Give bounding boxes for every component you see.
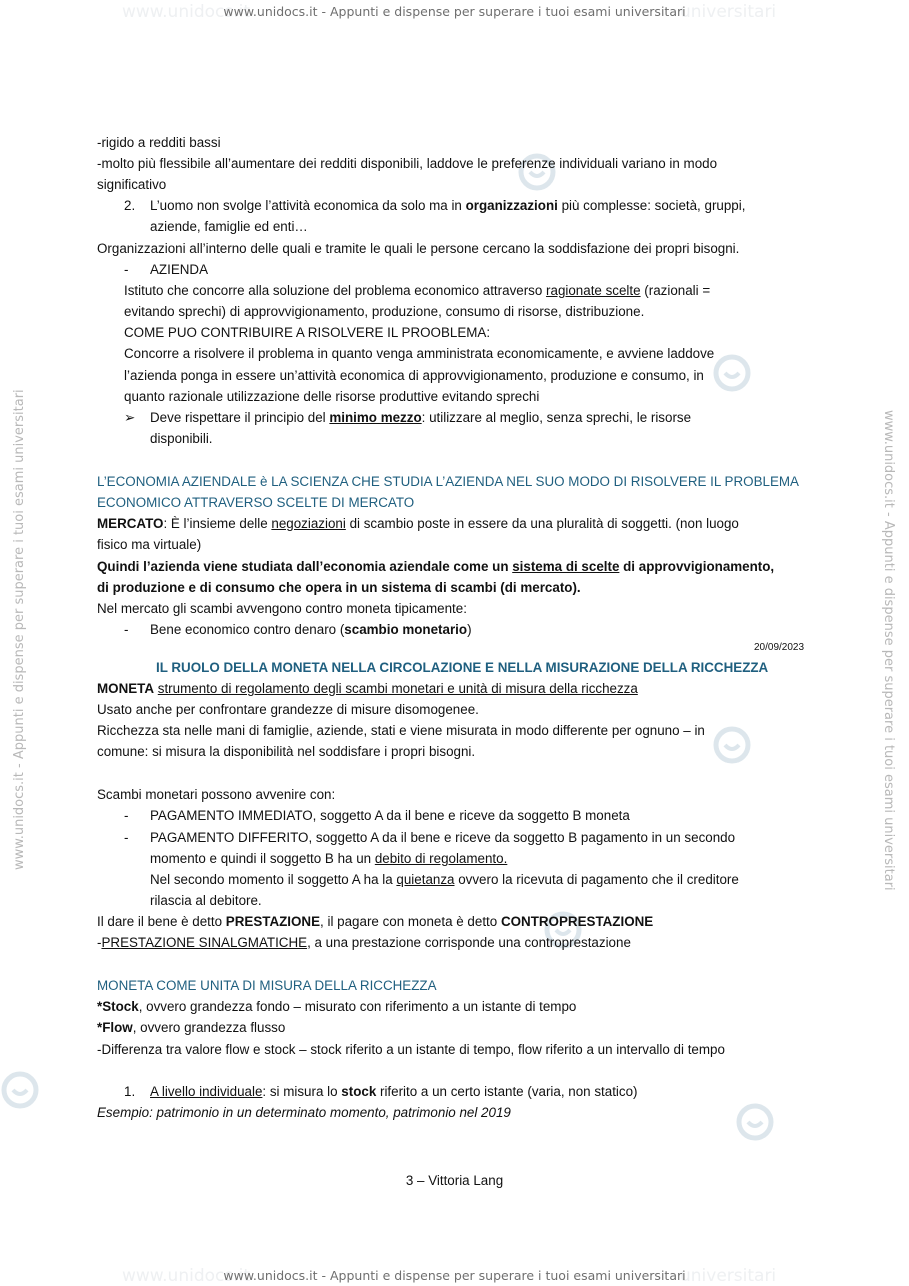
text-line: evitando sprechi) di approvvigionamento, produzione, consumo di risorse, distribuzione. [124, 304, 645, 319]
text-line: Organizzazioni all’interno delle quali e tramite le quali le persone cercano la soddisfazione dei propri bisogni. [97, 241, 740, 256]
section-heading: MONETA COME UNITA DI MISURA DELLA RICCHEZZA [97, 978, 437, 993]
text-line: Quindi l’azienda viene studiata dall’economia aziendale come un sistema di scelte di approvvigionamento, [97, 559, 775, 574]
text-line: Scambi monetari possono avvenire con: [97, 787, 336, 802]
list-dash: - [124, 830, 129, 845]
arrow-bullet-icon: ➢ [124, 410, 136, 425]
list-item: AZIENDA [150, 262, 209, 277]
watermark-ghost-top: www.unidocs.it [122, 2, 251, 22]
list-item: A livello individuale: si misura lo stock riferito a un certo istante (varia, non statico) [150, 1084, 638, 1099]
list-dash: - [124, 262, 129, 277]
text-line: MERCATO: È l’insieme delle negoziazioni di scambio poste in essere da una pluralità di soggetti. (non luogo [97, 516, 739, 531]
list-dash: - [124, 622, 129, 637]
text-line: COME PUO CONTRIBUIRE A RISOLVERE IL PROOBLEMA: [124, 325, 491, 340]
section-heading: IL RUOLO DELLA MONETA NELLA CIRCOLAZIONE E NELLA MISURAZIONE DELLA RICCHEZZA [156, 660, 769, 675]
list-dash: - [124, 808, 129, 823]
text-line: *Flow, ovvero grandezza flusso [97, 1020, 286, 1035]
watermark-right-side: www.unidocs.it - Appunti e dispense per superare i tuoi esami universitari [881, 410, 896, 891]
watermark-footer: www.unidocs.it - Appunti e dispense per superare i tuoi esami universitari [223, 1268, 686, 1283]
list-item: L’uomo non svolge l’attività economica da solo ma in organizzazioni più complesse: società, gruppi, [150, 198, 746, 213]
text-line: fisico ma virtuale) [97, 537, 202, 552]
text-line: Il dare il bene è detto PRESTAZIONE, il pagare con moneta è detto CONTROPRESTAZIONE [97, 914, 654, 929]
text-line: Esempio: patrimonio in un determinato momento, patrimonio nel 2019 [97, 1105, 511, 1120]
text-line: comune: si misura la disponibilità nel soddisfare i propri bisogni. [97, 744, 476, 759]
text-line: -molto più flessibile all’aumentare dei redditi disponibili, laddove le preferenze individuali variano in modo [97, 156, 718, 171]
text-line: quanto razionale utilizzazione delle risorse produttive evitando sprechi [124, 389, 540, 404]
text-line: momento e quindi il soggetto B ha un debito di regolamento. [150, 851, 508, 866]
text-line: -rigido a redditi bassi [97, 135, 221, 150]
watermark-header: www.unidocs.it - Appunti e dispense per superare i tuoi esami universitari [223, 4, 686, 19]
text-line: significativo [97, 177, 167, 192]
list-item: Deve rispettare il principio del minimo mezzo: utilizzare al meglio, senza sprechi, le risorse [150, 410, 692, 425]
list-number: 2. [124, 198, 136, 213]
list-item: PAGAMENTO DIFFERITO, soggetto A da il bene e riceve da soggetto B pagamento in un secondo [150, 830, 736, 845]
text-line: Ricchezza sta nelle mani di famiglie, aziende, stati e viene misurata in modo differente per ognuno – in [97, 723, 705, 738]
watermark-ghost-bottom: www.unidocs.it [122, 1266, 251, 1286]
text-line: *Stock, ovvero grandezza fondo – misurato con riferimento a un istante di tempo [97, 999, 577, 1014]
text-line: MONETA strumento di regolamento degli scambi monetari e unità di misura della ricchezza [97, 681, 638, 696]
text-line: l’azienda ponga in essere un’attività economica di approvvigionamento, produzione e consumo, in [124, 368, 704, 383]
text-line: rilascia al debitore. [150, 893, 262, 908]
text-line: Istituto che concorre alla soluzione del problema economico attraverso ragionate scelte (razionali = [124, 283, 711, 298]
list-item: PAGAMENTO IMMEDIATO, soggetto A da il bene e riceve da soggetto B moneta [150, 808, 630, 823]
date-stamp: 20/09/2023 [754, 642, 805, 653]
section-heading: L’ECONOMIA AZIENDALE è LA SCIENZA CHE STUDIA L’AZIENDA NEL SUO MODO DI RISOLVERE IL PROBLEMA [97, 474, 799, 489]
text-line: -PRESTAZIONE SINALGMATICHE, a una prestazione corrisponde una controprestazione [97, 935, 631, 950]
text-line: Nel secondo momento il soggetto A ha la quietanza ovvero la ricevuta di pagamento che il creditore [150, 872, 739, 887]
text-line: Usato anche per confrontare grandezze di misure disomogenee. [97, 702, 479, 717]
list-number: 1. [124, 1084, 136, 1099]
text-line: disponibili. [150, 431, 213, 446]
text-line: di produzione e di consumo che opera in un sistema di scambi (di mercato). [97, 580, 581, 595]
text-line: -Differenza tra valore flow e stock – stock riferito a un istante di tempo, flow riferito a un intervallo di tempo [97, 1042, 725, 1057]
watermark-left-side: www.unidocs.it - Appunti e dispense per superare i tuoi esami universitari [12, 389, 27, 870]
section-heading: ECONOMICO ATTRAVERSO SCELTE DI MERCATO [97, 495, 415, 510]
text-line: aziende, famiglie ed enti… [150, 219, 308, 234]
watermark-ghost-top-right: universitari [680, 2, 777, 22]
page-footer: 3 – Vittoria Lang [405, 1173, 504, 1188]
watermark-ghost-bottom-right: universitari [680, 1266, 777, 1286]
list-item: Bene economico contro denaro (scambio monetario) [150, 622, 472, 637]
text-line: Concorre a risolvere il problema in quanto venga amministrata economicamente, e avviene laddove [124, 346, 715, 361]
text-line: Nel mercato gli scambi avvengono contro moneta tipicamente: [97, 601, 467, 616]
